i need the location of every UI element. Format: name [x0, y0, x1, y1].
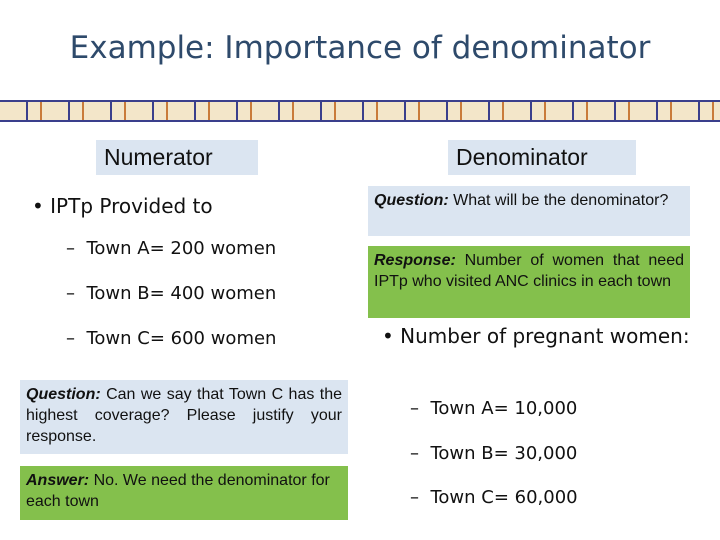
denominator-bullet	[382, 323, 706, 350]
denominator-item-a: – Town A= 10,000	[410, 398, 578, 419]
bullet-dot: •	[32, 194, 51, 218]
numerator-bullet-text: IPTp Provided to	[50, 194, 213, 218]
left-answer-box	[20, 466, 348, 520]
denominator-bullet-text: Number of pregnant women:	[400, 324, 690, 348]
right-response-text: Number of women that need IPTp who visited ANC clinics in each town	[374, 252, 684, 290]
denominator-item-c: – Town C= 60,000	[410, 487, 578, 508]
left-question-label: Question:	[26, 386, 101, 403]
numerator-bullet	[32, 194, 213, 218]
left-answer-text: No. We need the denominator for each town	[26, 472, 330, 510]
bullet-dot: •	[382, 324, 401, 348]
right-response-box	[368, 246, 690, 318]
numerator-item-b-text: Town B= 400 women	[86, 283, 277, 304]
denominator-header: Denominator	[448, 140, 636, 175]
denominator-item-a-text: Town A= 10,000	[430, 398, 578, 419]
denominator-item-b: – Town B= 30,000	[410, 443, 578, 464]
numerator-item-a: – Town A= 200 women	[66, 238, 277, 259]
numerator-item-c: – Town C= 600 women	[66, 328, 277, 349]
right-question-box	[368, 186, 690, 236]
left-answer-label: Answer:	[26, 472, 90, 489]
numerator-item-a-text: Town A= 200 women	[86, 238, 277, 259]
left-question-box	[20, 380, 348, 454]
denominator-item-b-text: Town B= 30,000	[430, 443, 578, 464]
left-question-text: Can we say that Town C has the highest coverage? Please justify your response.	[26, 386, 342, 445]
slide-title: Example: Importance of denominator	[69, 30, 651, 66]
numerator-item-b: – Town B= 400 women	[66, 283, 277, 304]
right-question-label: Question:	[374, 192, 449, 209]
decorative-band	[0, 100, 720, 122]
numerator-item-c-text: Town C= 600 women	[86, 328, 277, 349]
right-question-text: What will be the denominator?	[448, 192, 669, 209]
numerator-header: Numerator	[96, 140, 258, 175]
right-response-label: Response:	[374, 252, 456, 269]
denominator-item-c-text: Town C= 60,000	[430, 487, 578, 508]
